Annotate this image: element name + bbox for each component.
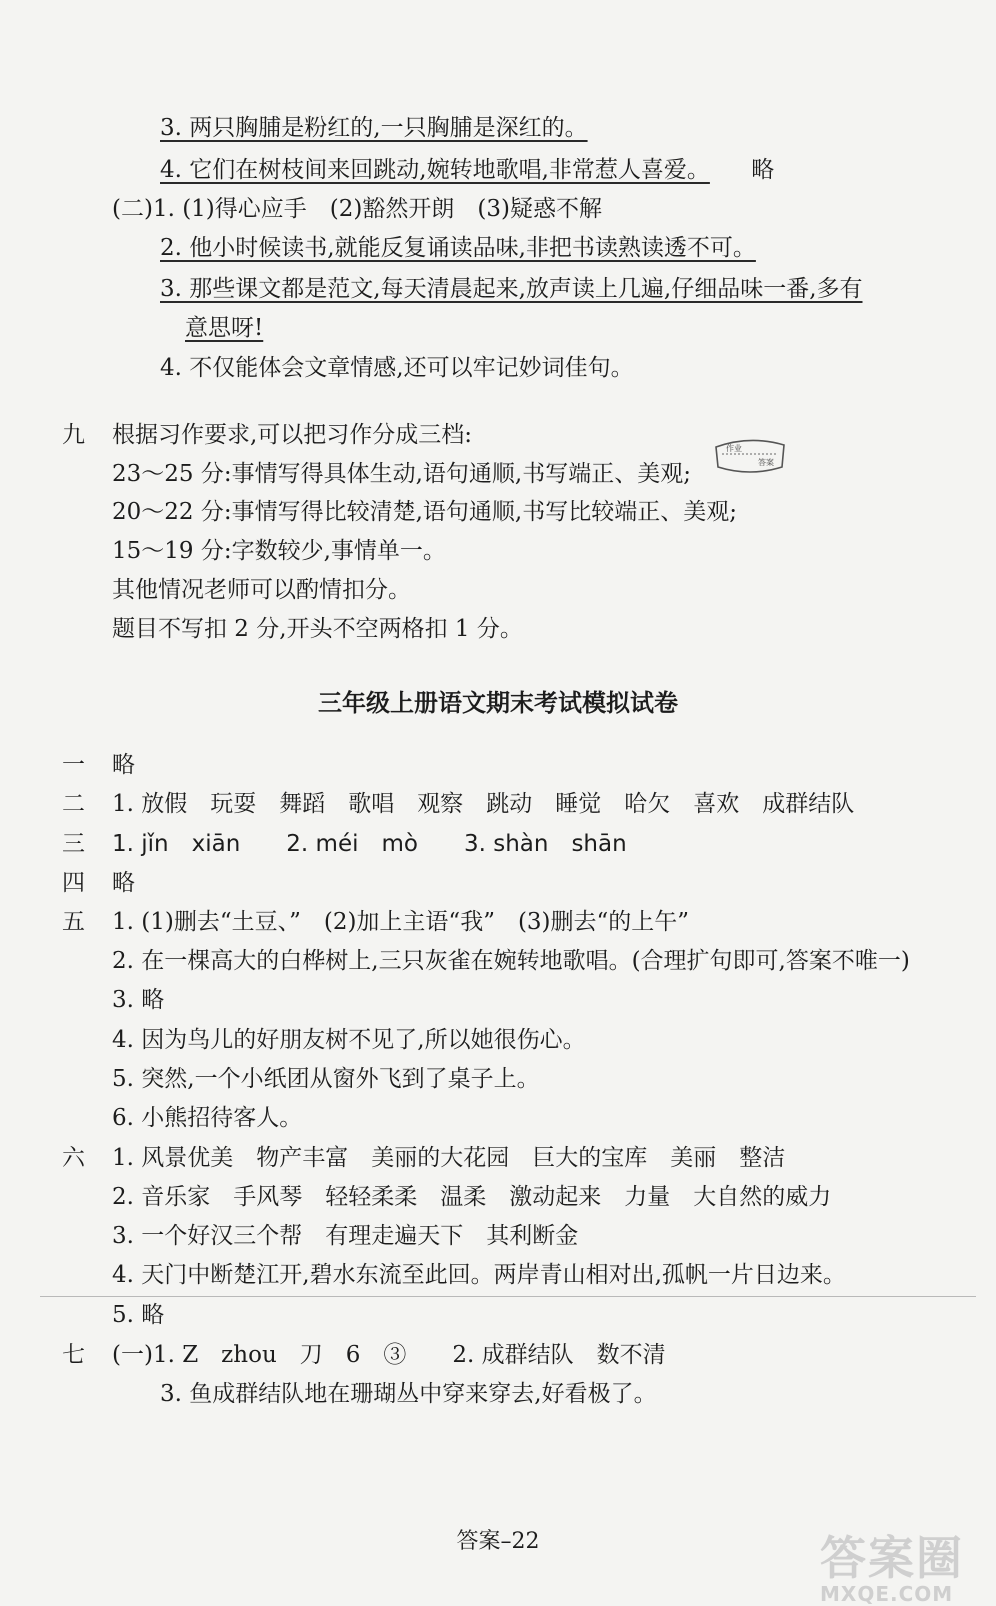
grading-note-2: 题目不写扣 2 分,开头不空两格扣 1 分。 [112,616,523,642]
section-3-label: 三 [62,831,85,857]
answer-line-reading-childhood: 2. 他小时候读书,就能反复诵读品味,非把书读熟读透不可。 [160,235,756,261]
svg-text:答案: 答案 [758,458,774,467]
section-7-item: 3. 鱼成群结队地在珊瑚丛中穿来穿去,好看极了。 [160,1381,657,1407]
answer-line-model-texts-cont: 意思呀! [185,315,264,341]
grading-tier-2: 20～22 分:事情写得比较清楚,语句通顺,书写比较端正、美观; [112,499,737,525]
section-5-label: 五 [62,909,85,935]
section-3-pinyin: 1. jǐn xiān 2. méi mò 3. shàn shān [112,831,627,857]
section-4-label: 四 [62,870,85,896]
section-6-label: 六 [62,1145,85,1171]
section-1-answer: 略 [112,752,135,778]
section-2-label: 二 [62,791,85,817]
answer-stamp-logo [712,437,788,479]
answer-line-model-texts: 3. 那些课文都是范文,每天清晨起来,放声读上几遍,仔细品味一番,多有 [160,276,863,302]
section-5-item: 1. (1)删去“土豆、” (2)加上主语“我” (3)删去“的上午” [112,909,690,935]
answer-line-idioms: (二)1. (1)得心应手 (2)豁然开朗 (3)疑惑不解 [112,196,602,222]
section-5-item: 2. 在一棵高大的白桦树上,三只灰雀在婉转地歌唱。(合理扩句即可,答案不唯一) [112,948,910,974]
section-6-item: 4. 天门中断楚江开,碧水东流至此回。两岸青山相对出,孤帆一片日边来。 [112,1262,846,1288]
section-5-item: 4. 因为鸟儿的好朋友树不见了,所以她很伤心。 [112,1027,586,1053]
section-5-item: 5. 突然,一个小纸团从窗外飞到了桌子上。 [112,1066,540,1092]
answer-line-benefits: 4. 不仅能体会文章情感,还可以牢记妙词佳句。 [160,355,634,381]
answer-line-bird-chest: 3. 两只胸脯是粉红的,一只胸脯是深红的。 [160,115,588,141]
answer-line-bird-jumping: 4. 它们在树枝间来回跳动,婉转地歌唱,非常惹人喜爱。 略 [160,157,775,183]
svg-text:作业: 作业 [726,444,742,453]
section-5-item: 6. 小熊招待客人。 [112,1105,303,1131]
grading-note-1: 其他情况老师可以酌情扣分。 [112,577,411,603]
grading-tier-1: 23～25 分:事情写得具体生动,语句通顺,书写端正、美观; [112,461,691,487]
section-7-label: 七 [62,1342,85,1368]
exam-title: 三年级上册语文期末考试模拟试卷 [318,689,678,717]
section-5-item: 3. 略 [112,987,165,1013]
section-6-item: 5. 略 [112,1302,165,1328]
section-7-item: (一)1. Z zhou 刀 6 ③ 2. 成群结队 数不清 [112,1342,666,1368]
section-6-item: 1. 风景优美 物产丰富 美丽的大花园 巨大的宝库 美丽 整洁 [112,1145,786,1171]
section-2-answer: 1. 放假 玩耍 舞蹈 歌唱 观察 跳动 睡觉 哈欠 喜欢 成群结队 [112,791,855,817]
page-number: 答案–22 [456,1529,540,1554]
grading-tier-3: 15～19 分:字数较少,事情单一。 [112,538,446,564]
grading-intro: 根据习作要求,可以把习作分成三档: [112,422,473,448]
section-6-item: 3. 一个好汉三个帮 有理走遍天下 其利断金 [112,1223,579,1249]
section-6-item: 2. 音乐家 手风琴 轻轻柔柔 温柔 激动起来 力量 大自然的威力 [112,1184,832,1210]
site-watermark-logo: 答案圈 MXQE.COM [820,1531,964,1606]
section-4-answer: 略 [112,870,135,896]
section-1-label: 一 [62,752,85,778]
scan-fold-line [40,1296,976,1297]
section-nine-label: 九 [62,422,85,448]
